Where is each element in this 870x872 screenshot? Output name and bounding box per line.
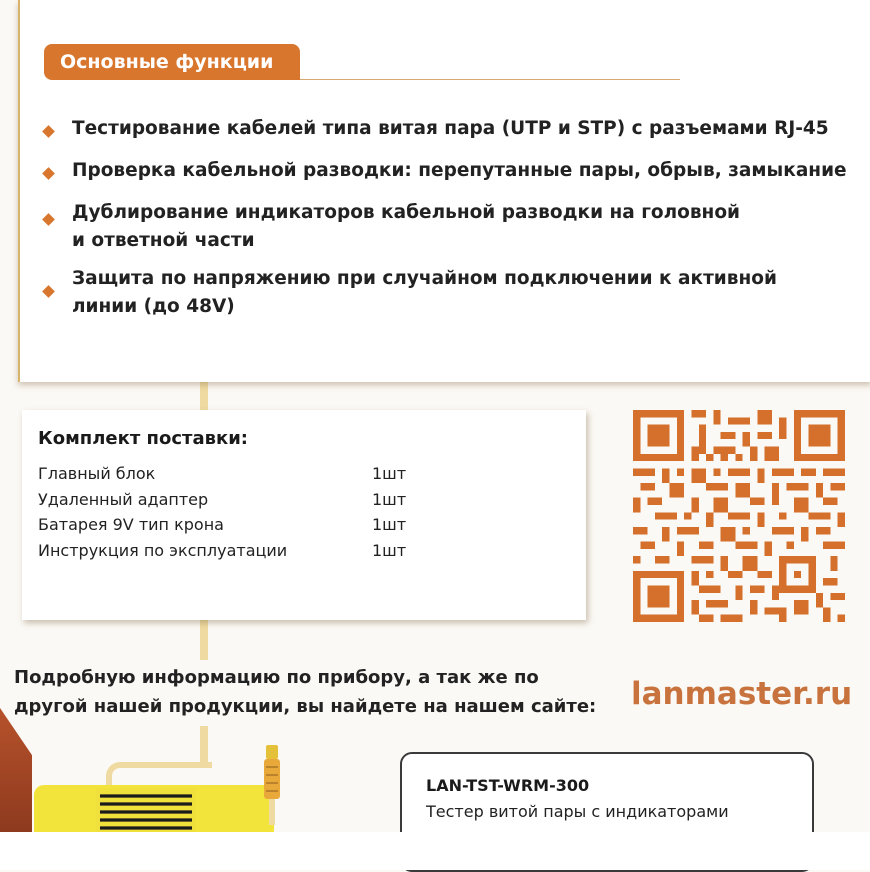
feature-line: и ответной части xyxy=(72,230,255,251)
feature-item-duplicate-indicators xyxy=(40,199,740,255)
decor-connector-mid xyxy=(200,620,208,660)
feature-item-cable-testing xyxy=(40,115,829,143)
kit-item-qty: 1шт xyxy=(372,490,407,509)
feature-line: Защита по напряжению при случайном подключении к активной xyxy=(72,268,777,289)
kit-item-qty: 1шт xyxy=(372,541,407,560)
feature-line: Проверка кабельной разводки: перепутанные пары, обрыв, замыкание xyxy=(72,160,847,181)
website-link[interactable]: lanmaster.ru xyxy=(631,676,853,712)
decor-wood xyxy=(0,708,32,832)
kit-panel xyxy=(22,410,586,620)
feature-line: линии (до 48V) xyxy=(72,296,235,317)
info-line: другой нашей продукции, вы найдете на нашем сайте: xyxy=(14,696,597,717)
kit-item-name: Инструкция по эксплуатации xyxy=(38,541,288,560)
decor-connector-top xyxy=(200,382,208,412)
kit-item-name: Главный блок xyxy=(38,464,156,483)
features-title: Основные функции xyxy=(44,44,300,80)
feature-line: Тестирование кабелей типа витая пара (UTP и STP) с разъемами RJ-45 xyxy=(72,118,829,139)
page-bottom-margin xyxy=(0,832,870,870)
info-text xyxy=(14,663,596,721)
product-code: LAN-TST-WRM-300 xyxy=(426,776,590,795)
feature-item-voltage-protection xyxy=(40,265,777,321)
kit-title: Комплект поставки: xyxy=(38,428,249,449)
qr-code-icon[interactable] xyxy=(632,410,846,622)
diamond-bullet-icon xyxy=(42,213,55,226)
diamond-bullet-icon xyxy=(42,167,55,180)
diamond-bullet-icon xyxy=(42,285,55,298)
decor-connector-low xyxy=(200,726,208,766)
product-description: Тестер витой пары с индикаторами xyxy=(426,802,729,821)
title-underline xyxy=(300,79,680,80)
kit-item-name: Удаленный адаптер xyxy=(38,490,209,509)
kit-item-qty: 1шт xyxy=(372,515,407,534)
feature-item-wiring-check xyxy=(40,157,847,185)
rj45-plug-icon xyxy=(260,745,284,825)
kit-item-name: Батарея 9V тип крона xyxy=(38,515,224,534)
kit-item-qty: 1шт xyxy=(372,464,407,483)
info-line: Подробную информацию по прибору, а так же по xyxy=(14,667,539,688)
diamond-bullet-icon xyxy=(42,125,55,138)
feature-line: Дублирование индикаторов кабельной разводки на головной xyxy=(72,202,741,223)
barcode-graphic xyxy=(96,788,196,832)
